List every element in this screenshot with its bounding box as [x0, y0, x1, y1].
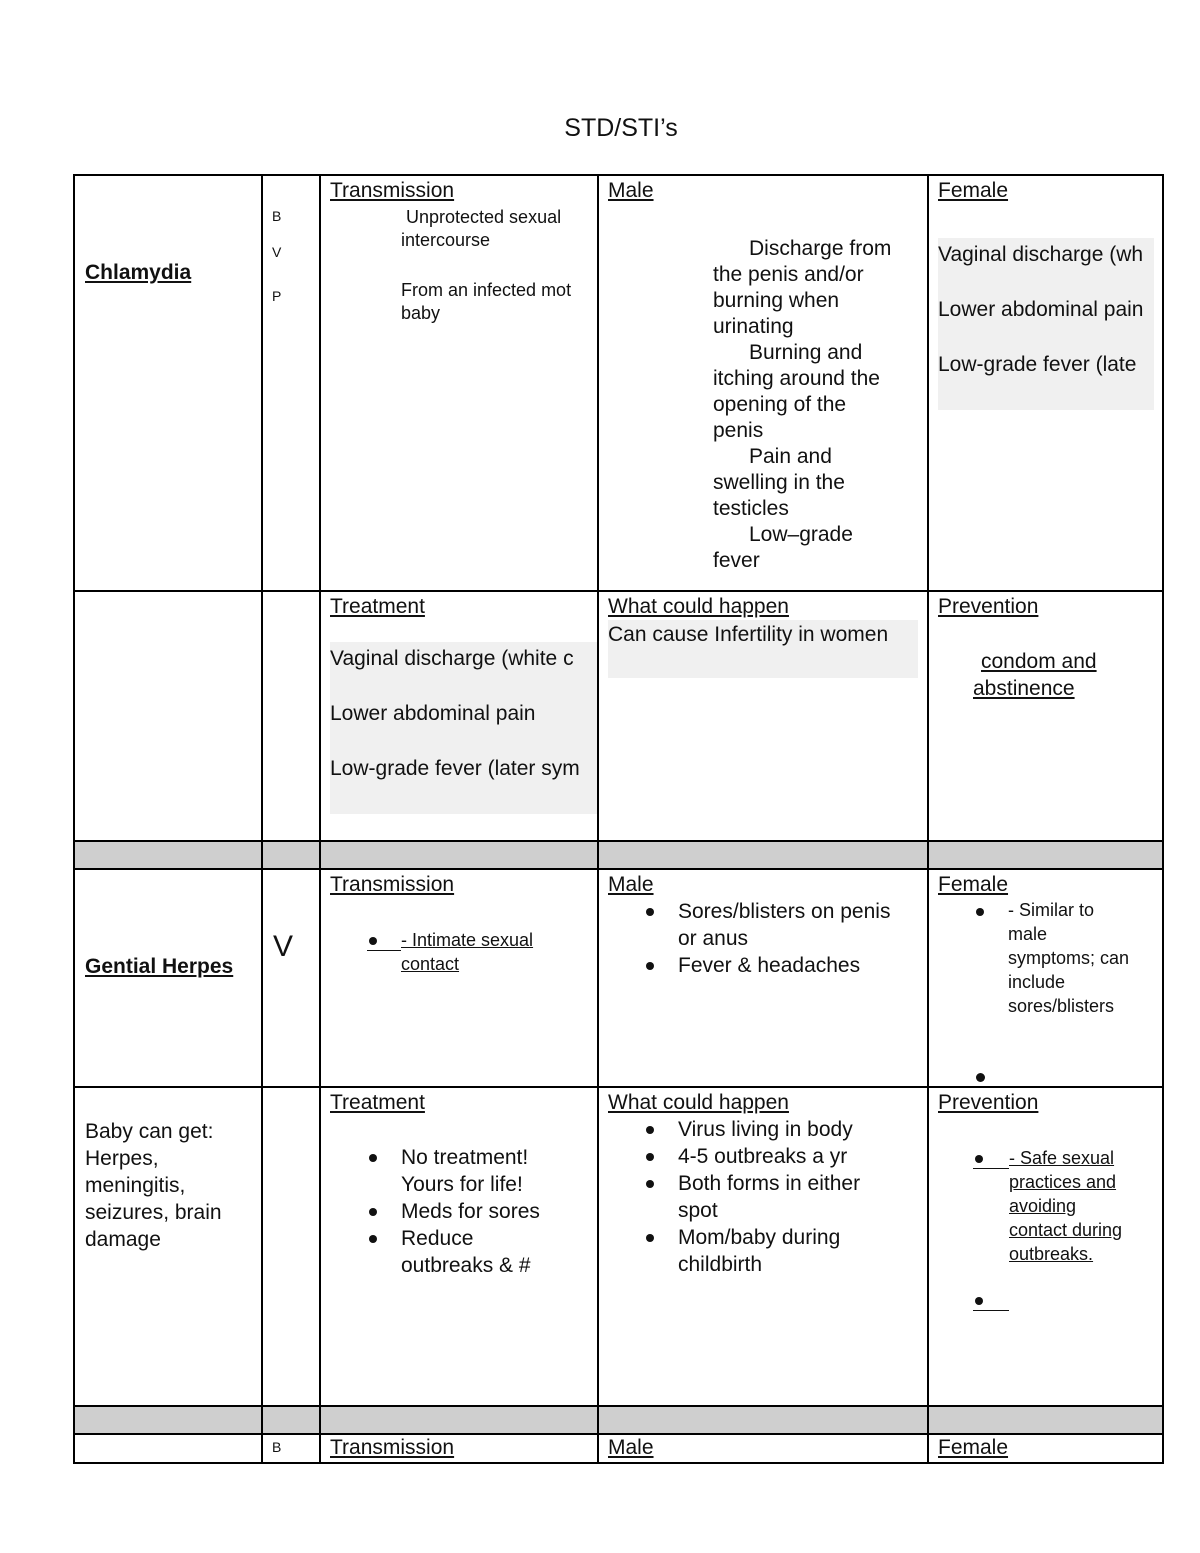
symptom-line: swelling in the	[713, 471, 845, 494]
empty-cell	[262, 1087, 320, 1406]
transmission-cell	[320, 175, 598, 591]
prevention-header: Prevention	[938, 595, 1039, 618]
prevention-cell	[928, 591, 1163, 841]
std-table	[73, 174, 1164, 1464]
male-cell	[598, 1434, 928, 1463]
prevention-line: avoiding	[1009, 1196, 1077, 1216]
transmission-line: baby	[401, 303, 441, 323]
empty-cell	[74, 591, 262, 841]
bullet-icon	[976, 1073, 985, 1082]
symptom-line: itching around the	[713, 367, 880, 390]
female-header: Female	[938, 1436, 1009, 1459]
transmission-line: From an infected mot	[401, 280, 572, 300]
transmission-line: contact	[401, 954, 460, 974]
male-header: Male	[608, 179, 654, 202]
disease-name-cell	[74, 869, 262, 1087]
treatment-item: Vaginal discharge (white c	[330, 647, 574, 670]
symptom-line: penis	[713, 419, 764, 442]
symptom-line: testicles	[713, 497, 789, 520]
baby-line: Herpes,	[85, 1147, 159, 1170]
female-symptom: Low-grade fever (late	[938, 353, 1137, 376]
empty-cell	[262, 591, 320, 841]
what-could-happen-cell	[598, 591, 928, 841]
disease-name: Gential Herpes	[85, 955, 234, 978]
disease-name-cell	[74, 175, 262, 591]
treatment-item: Lower abdominal pain	[330, 702, 536, 725]
male-cell	[598, 175, 928, 591]
transmission-line: - Intimate sexual	[401, 930, 534, 950]
herpes-symptoms-row	[74, 869, 1163, 1087]
baby-cell	[74, 1087, 262, 1406]
transmission-header: Transmission	[330, 1436, 455, 1459]
transmission-line: Unprotected sexual	[406, 207, 562, 227]
male-header: Male	[608, 873, 654, 896]
prevention-cell	[928, 1087, 1163, 1406]
symptom-line: urinating	[713, 315, 794, 338]
transmission-cell	[320, 1434, 598, 1463]
treatment-cell	[320, 1087, 598, 1406]
bullet-icon	[975, 1297, 983, 1305]
female-cell	[928, 869, 1163, 1087]
what-could-happen-text: Can cause Infertility in women	[608, 623, 889, 646]
female-cell	[928, 1434, 1163, 1463]
bvp-b: B	[272, 208, 282, 224]
chlamydia-symptoms-row	[74, 175, 1163, 591]
symptom-line: Discharge from	[749, 237, 892, 260]
page-title: STD/STI’s	[564, 114, 678, 142]
baby-line: seizures, brain	[85, 1201, 222, 1224]
prevention-line: contact during	[1009, 1220, 1123, 1240]
prevention-header: Prevention	[938, 1091, 1039, 1114]
bvp-v: V	[273, 930, 294, 963]
baby-line: Baby can get:	[85, 1120, 214, 1143]
transmission-line: intercourse	[401, 230, 491, 250]
prevention-line: condom and	[981, 650, 1097, 673]
bvp-cell	[262, 1434, 320, 1463]
baby-line: damage	[85, 1228, 161, 1251]
list-item: - Similar to male symptoms; can include sores/blisters	[1008, 900, 1130, 1016]
treatment-item: Low-grade fever (later sym	[330, 757, 580, 780]
list-item: No treatment! Yours for life!	[401, 1144, 540, 1198]
symptom-line: Low–grade	[749, 523, 853, 546]
prevention-line: - Safe sexual	[1009, 1148, 1115, 1168]
baby-line: meningitis,	[85, 1174, 186, 1197]
symptom-line: Burning and	[749, 341, 863, 364]
bvp-p: P	[272, 288, 282, 304]
bvp-v: V	[272, 244, 282, 260]
list-item: 4-5 outbreaks a yr	[678, 1143, 860, 1170]
transmission-header: Transmission	[330, 873, 455, 896]
female-cell	[928, 175, 1163, 591]
list-item: Mom/baby during childbirth	[678, 1224, 860, 1278]
treatment-cell	[320, 591, 598, 841]
bvp-b: B	[272, 1439, 282, 1455]
third-disease-row	[74, 1434, 1163, 1463]
symptom-line: the penis and/or	[713, 263, 864, 286]
female-symptom: Vaginal discharge (wh	[938, 243, 1144, 266]
bullet-icon	[975, 1155, 983, 1163]
disease-name-cell	[74, 1434, 262, 1463]
transmission-cell	[320, 869, 598, 1087]
disease-name: Chlamydia	[85, 261, 192, 284]
symptom-line: fever	[713, 549, 760, 572]
prevention-line: abstinence	[973, 677, 1075, 700]
list-item: Fever & headaches	[678, 952, 890, 979]
prevention-line: practices and	[1009, 1172, 1117, 1192]
list-item: Both forms in either spot	[678, 1172, 861, 1222]
bvp-cell	[262, 869, 320, 1087]
herpes-treatment-row	[74, 1087, 1163, 1406]
what-could-happen-header: What could happen	[608, 595, 789, 618]
male-cell	[598, 869, 928, 1087]
transmission-header: Transmission	[330, 179, 455, 202]
male-header: Male	[608, 1436, 654, 1459]
list-item: Virus living in body	[678, 1116, 860, 1143]
what-could-happen-cell	[598, 1087, 928, 1406]
list-item: Meds for sores	[401, 1200, 540, 1223]
chlamydia-treatment-row	[74, 591, 1163, 841]
female-header: Female	[938, 873, 1009, 896]
symptom-line: Pain and	[749, 445, 832, 468]
prevention-line: outbreaks.	[1009, 1244, 1094, 1264]
female-header: Female	[938, 179, 1009, 202]
bullet-icon	[369, 937, 377, 945]
what-could-happen-header: What could happen	[608, 1091, 789, 1114]
separator-row	[74, 841, 1163, 869]
female-symptom: Lower abdominal pain	[938, 298, 1144, 321]
treatment-header: Treatment	[330, 1091, 425, 1114]
symptom-line: opening of the	[713, 393, 847, 416]
separator-row	[74, 1406, 1163, 1434]
list-item: Reduce outbreaks & #	[401, 1225, 540, 1279]
list-item: Sores/blisters on penis or anus	[678, 900, 891, 950]
symptom-line: burning when	[713, 289, 840, 312]
bvp-cell	[262, 175, 320, 591]
treatment-header: Treatment	[330, 595, 425, 618]
